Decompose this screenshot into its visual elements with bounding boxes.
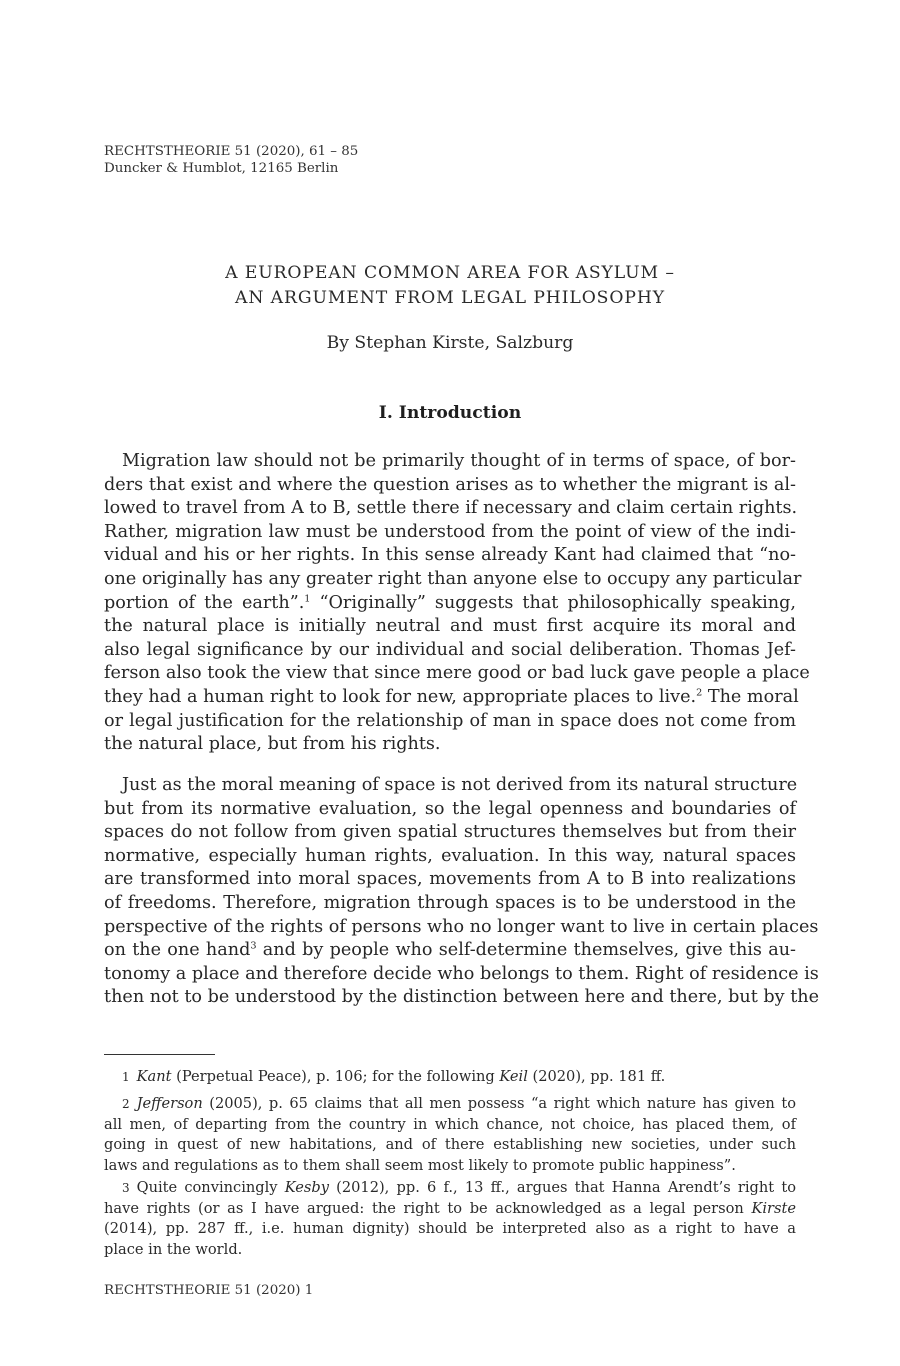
paragraph-2 [104,774,820,1010]
text-segment: “Originally” suggests that philosophically speaking, [310,592,796,613]
footnote-ref-3[interactable]: 3 [250,940,257,952]
text-line: but from its normative evaluation, so the legal openness and boundaries of [104,798,796,819]
text-line: tonomy a place and therefore decide who belongs to them. Right of residence is [104,963,819,984]
text-line: perspective of the rights of persons who no longer want to live in certain places [104,916,819,937]
text-segment: (2020), pp. 181 ff. [527,1068,666,1085]
cited-author: Keil [499,1068,528,1085]
text-line: one originally has any greater right than anyone else to occupy any particular [104,568,802,589]
text-segment: they had a human right to look for new, appropriate places to live. [104,686,697,707]
text-line: the natural place, but from his rights. [104,734,441,755]
text-line: Rather, migration law must be understood from the point of view of the indi- [104,521,796,542]
text-line: vidual and his or her rights. In this sense already Kant had claimed that “no- [104,545,796,566]
paragraph-1 [104,450,810,757]
cited-author: Kant [136,1068,172,1085]
footnote-line [104,1094,796,1115]
footnote-2 [104,1094,796,1176]
text-segment: on the one hand [104,940,251,961]
text-line: lowed to travel from A to B, settle there if necessary and claim certain rights. [104,498,798,519]
text-line: or legal justification for the relationship of man in space does not come from [104,710,796,731]
text-line: of freedoms. Therefore, migration through spaces is to be understood in the [104,892,796,913]
text-line: spaces do not follow from given spatial structures themselves but from their [104,822,796,843]
footnote-line: place in the world. [104,1240,243,1258]
footnote-line: laws and regulations as to them shall seem most likely to promote public happiness”. [104,1156,736,1174]
cited-author: Kirste [751,1199,796,1217]
text-line [104,592,796,616]
section-heading: I. Introduction [378,403,522,423]
text-line [104,686,799,710]
footnote-ref-1[interactable]: 1 [304,593,311,605]
text-line: normative, especially human rights, evaluation. In this way, natural spaces [104,845,796,866]
text-segment: have rights (or as I have argued: the right to be acknowledged as a legal person [104,1199,752,1217]
text-line: are transformed into moral spaces, movements from A to B into realizations [104,869,796,890]
text-line: the natural place is initially neutral and must first acquire its moral and [104,616,796,637]
footnote-line: (2014), pp. 287 ff., i.e. human dignity) should be interpreted also as a right to have a [104,1220,796,1237]
text-segment: and by people who self-determine themselves, give this au- [256,940,796,961]
text-line: also legal significance by our individual and social deliberation. Thomas Jef- [104,639,796,660]
publisher-line: Duncker & Humblot, 12165 Berlin [104,161,339,176]
footnote-ref-2[interactable]: 2 [696,687,703,699]
footnote-number: 3 [122,1181,130,1195]
author-byline: By Stephan Kirste, Salzburg [326,333,574,353]
footnote-line: going in quest of new habitations, and of there establishing new societies, under such [104,1136,796,1153]
footnote-line [104,1067,796,1088]
text-segment: Quite convincingly [136,1179,285,1196]
text-line: Migration law should not be primarily thought of in terms of space, of bor- [122,451,796,471]
text-line: Just as the moral meaning of space is not derived from its natural structure [122,775,798,795]
footnote-line: all men, of departing from the country in which chance, not choice, has placed them, of [104,1115,796,1133]
text-line: ders that exist and where the question arises as to whether the migrant is al- [104,474,796,495]
text-line: ferson also took the view that since mere good or bad luck gave people a place [104,663,810,684]
text-segment: (2005), p. 65 claims that all men possess “a right which nature has given to [202,1095,796,1112]
text-segment: (2012), pp. 6 f., 13 ff., argues that Hanna Arendt’s right to [328,1179,796,1196]
article-title [0,261,900,311]
title-line-1: A EUROPEAN COMMON AREA FOR ASYLUM – [225,263,675,283]
journal-citation: RECHTSTHEORIE 51 (2020), 61 – 85 [104,144,359,159]
footnote-line [104,1178,796,1199]
cited-author: Kesby [284,1179,329,1196]
cited-author: Jefferson [136,1095,203,1112]
footnote-3 [104,1178,796,1260]
footnote-number: 1 [122,1070,130,1084]
footnote-number: 2 [122,1097,130,1111]
title-line-2: AN ARGUMENT FROM LEGAL PHILOSOPHY [235,288,665,308]
footnote-line [104,1199,796,1220]
text-line: then not to be understood by the distinction between here and there, but by the [104,987,820,1008]
text-segment: (Perpetual Peace), p. 106; for the following [171,1068,500,1085]
page-footer: RECHTSTHEORIE 51 (2020) 1 [104,1283,314,1298]
text-line [104,939,796,963]
journal-info [104,143,358,177]
footnote-1 [104,1067,796,1088]
text-segment: portion of the earth”. [104,592,305,613]
text-segment: The moral [702,686,799,707]
footnote-divider [104,1054,215,1055]
